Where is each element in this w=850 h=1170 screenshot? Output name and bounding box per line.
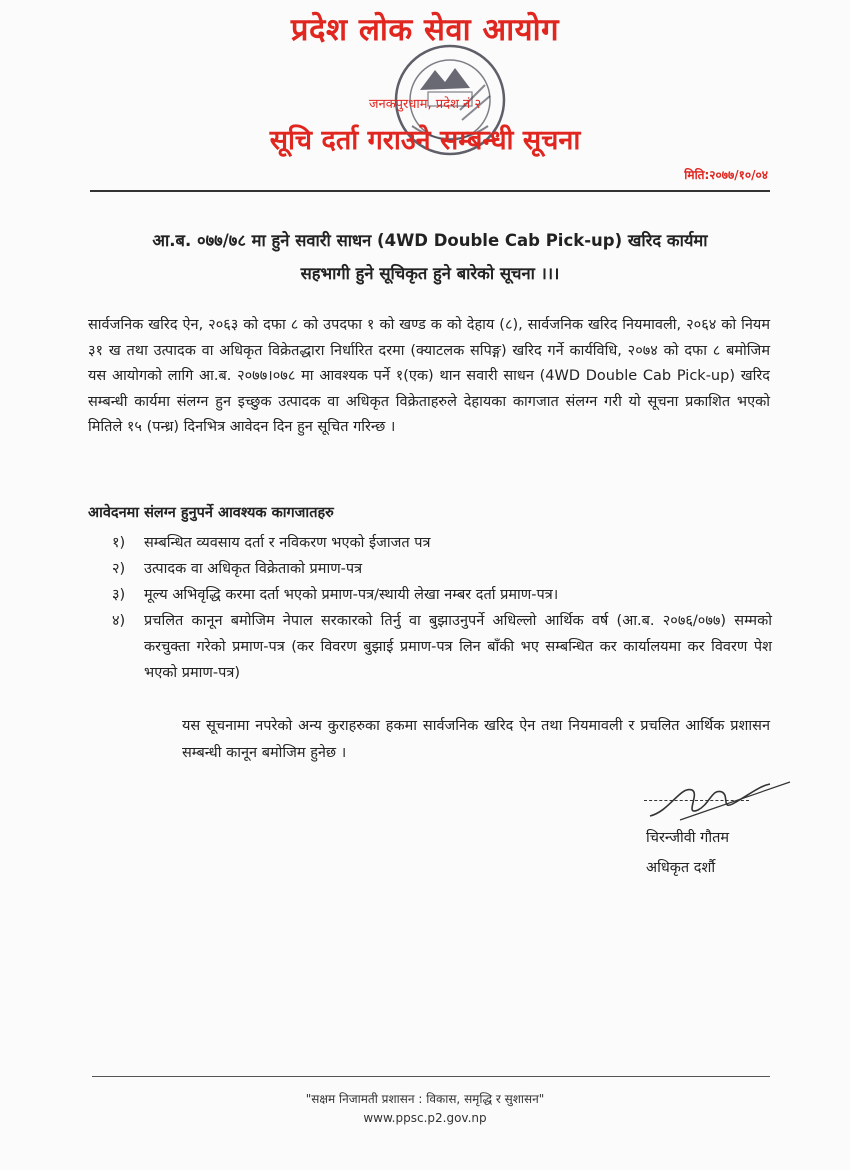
subject-line-2: सहभागी हुने सूचिकृत हुने बारेको सूचना ।।। [300, 264, 560, 283]
subject-line-1: आ.ब. ०७७/७८ मा हुने सवारी साधन (4WD Double Cab Pick-up) खरिद कार्यमा [152, 231, 708, 250]
org-title: प्रदेश लोक सेवा आयोग [290, 12, 560, 48]
notice-title: सूचि दर्ता गराउने सम्बन्धी सूचना [269, 125, 581, 156]
requirements-heading: आवेदनमा संलग्न हुनुपर्ने आवश्यक कागजातहरु [88, 505, 334, 521]
header-divider [90, 190, 770, 192]
requirements-list [112, 530, 772, 686]
org-location: जनकपुरधाम, प्रदेश नं २ [368, 97, 482, 112]
list-item [112, 530, 772, 556]
body-paragraph: सार्वजनिक खरिद ऐन, २०६३ को दफा ८ को उपदफा १ को खण्ड क को देहाय (८), सार्वजनिक खरिद नियमावली, २०६४ को नियम ३१ ख तथा उत्पादक वा अधिकृत विक्रेतद्धारा निर्धारित दरमा (क्याटलक सपिङ्ग) खरिद गर्ने कार्यविधि, २०७४ को दफा ८ बमोजिम यस आयोगको लागि आ.ब. २०७७।०७८ मा आवश्यक पर्ने १(एक) थान सवारी साधन (4WD Double Cab Pick-up) खरिद सम्बन्धी कार्यमा संलग्न हुन इच्छुक उत्पादक वा अधिकृत विक्रेताहरुले देहायका कागजात संलग्न गरी यो सूचना प्रकाशित भएको मितिले १५ (पन्ध्र) दिनभित्र आवेदन दिन हुन सूचित गरिन्छ । [88, 317, 770, 435]
footer-website: www.ppsc.p2.gov.np [363, 1111, 487, 1125]
signature-line [644, 800, 749, 801]
list-item-text: प्रचलित कानून बमोजिम नेपाल सरकारको तिर्नु वा बुझाउनुपर्ने अधिल्लो आर्थिक वर्ष (आ.ब. २०७६/०७७) सम्मको करचुक्ता गरेको प्रमाण-पत्र (कर विवरण बुझाई प्रमाण-पत्र लिन बाँकी भए सम्बन्धित कर कार्यालयमा कर विवरण पेश भएको प्रमाण-पत्र) [144, 613, 772, 681]
list-item [112, 608, 772, 686]
signatory-title: अधिकृत दर्शौ [646, 860, 716, 876]
list-item-text: सम्बन्धित व्यवसाय दर्ता र नविकरण भएको ईजाजत पत्र [144, 535, 431, 551]
list-item [112, 582, 772, 608]
closing-paragraph: यस सूचनामा नपरेको अन्य कुराहरुका हकमा सार्वजनिक खरिद ऐन तथा नियमावली र प्रचलित आर्थिक प्रशासन सम्बन्धी कानून बमोजिम हुनेछ । [182, 718, 770, 761]
footer-divider [92, 1076, 770, 1077]
list-item-number: १) [112, 535, 126, 551]
list-item-text: उत्पादक वा अधिकृत विक्रेताको प्रमाण-पत्र [144, 561, 363, 577]
signatory-name: चिरन्जीवी गौतम [646, 830, 730, 846]
notice-subject [95, 224, 765, 290]
handwritten-signature-icon [640, 776, 800, 826]
list-item-number: ३) [112, 587, 126, 603]
list-item [112, 556, 772, 582]
notice-date: मिति:२०७७/१०/०४ [684, 168, 768, 182]
list-item-number: २) [112, 561, 126, 577]
list-item-number: ४) [112, 613, 126, 629]
footer-motto: "सक्षम निजामती प्रशासन : विकास, समृद्धि र सुशासन" [305, 1092, 545, 1106]
list-item-text: मूल्य अभिवृद्धि करमा दर्ता भएको प्रमाण-पत्र/स्थायी लेखा नम्बर दर्ता प्रमाण-पत्र। [144, 587, 559, 603]
